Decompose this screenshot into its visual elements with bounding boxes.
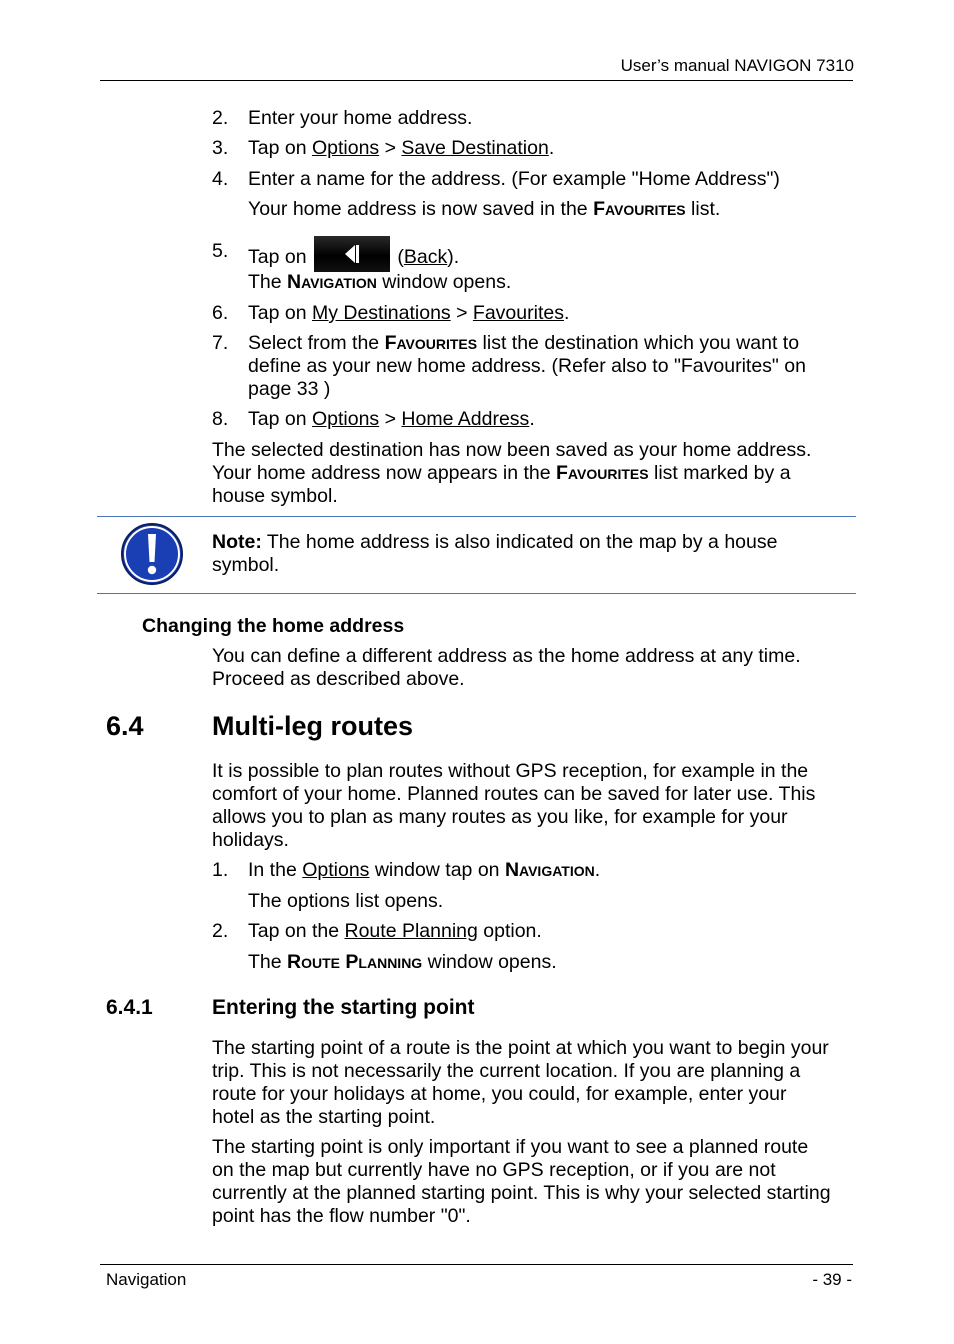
route-planning-link[interactable]: Route Planning [344, 920, 478, 942]
section-title: Multi-leg routes [212, 711, 413, 741]
footer-chapter: Navigation [106, 1270, 187, 1289]
exclamation-icon [120, 522, 184, 586]
favourites-link[interactable]: Favourites [472, 302, 564, 324]
step-number: 3. [212, 137, 229, 159]
changing-paragraph: You can define a different address as the home address at any time. Proceed as described above. [212, 645, 801, 690]
subheading: Changing the home address [142, 615, 405, 637]
subsection-paragraph-1: The starting point of a route is the point at which you want to begin your trip. This is not necessarily the current location. If you are planning a route for your holidays at home, you could, for example, enter your hotel as the starting point. [212, 1037, 829, 1128]
step-result: The options list opens. [248, 890, 444, 912]
step-result: Your home address is now saved in the Favourites list. [248, 198, 721, 220]
step-number: 2. [212, 920, 229, 942]
step-text: Enter a name for the address. (For example "Home Address") [248, 168, 780, 190]
page-number: - 39 - [812, 1270, 852, 1289]
step-text: Enter your home address. [248, 107, 473, 129]
step-text: Select from the Favourites list the destination which you want to [248, 332, 800, 354]
step-text-line: page 33 ) [248, 378, 331, 400]
step-number: 7. [212, 332, 229, 354]
step-text: Tap on My Destinations > Favourites. [248, 302, 570, 324]
summary-paragraph: The selected destination has now been saved as your home address. Your home address now appears in the Favourites list marked by a house symbol. [212, 439, 812, 507]
save-destination-link[interactable]: Save Destination [401, 137, 549, 159]
back-arrow-icon [345, 245, 355, 263]
section-number: 6.4 [106, 711, 144, 741]
step-text: Tap on the Route Planning option. [248, 920, 542, 942]
page-header: User’s manual NAVIGON 7310 [620, 56, 854, 75]
header-divider [100, 80, 853, 81]
subsection-title: Entering the starting point [212, 996, 475, 1019]
step-text: Tap on (Back). [248, 240, 459, 276]
step-number: 4. [212, 168, 229, 190]
step-number: 8. [212, 408, 229, 430]
options-link[interactable]: Options [302, 859, 370, 881]
my-destinations-link[interactable]: My Destinations [311, 302, 451, 324]
options-link[interactable]: Options [311, 137, 380, 159]
step-number: 6. [212, 302, 229, 324]
note-text: Note: The home address is also indicated on the map by a house symbol. [212, 531, 778, 576]
options-link[interactable]: Options [311, 408, 380, 430]
footer-divider [100, 1264, 853, 1265]
step-number: 1. [212, 859, 229, 881]
step-result: The Route Planning window opens. [248, 951, 557, 973]
step-number: 2. [212, 107, 229, 129]
subsection-number: 6.4.1 [106, 996, 153, 1019]
note-top-rule [97, 516, 856, 517]
step-text: In the Options window tap on Navigation. [248, 859, 601, 881]
step-number: 5. [212, 240, 229, 262]
step-text: Tap on Options > Save Destination. [248, 137, 555, 159]
home-address-link[interactable]: Home Address [401, 408, 530, 430]
back-link[interactable]: Back [403, 246, 448, 269]
note-bottom-rule [97, 593, 856, 594]
step-text-line: define as your new home address. (Refer also to "Favourites" on [248, 355, 806, 377]
subsection-paragraph-2: The starting point is only important if you want to see a planned route on the map but currently have no GPS reception, or if you are not currently at the planned starting point. This is why your selected starting point has the flow number "0". [212, 1136, 831, 1227]
section-intro: It is possible to plan routes without GPS reception, for example in the comfort of your home. Planned routes can be saved for later use. This allows you to plan as many routes as you like, for example for your holidays. [212, 760, 816, 851]
back-button-image [314, 236, 390, 272]
step-result: The Navigation window opens. [248, 271, 512, 293]
step-text: Tap on Options > Home Address. [248, 408, 535, 430]
